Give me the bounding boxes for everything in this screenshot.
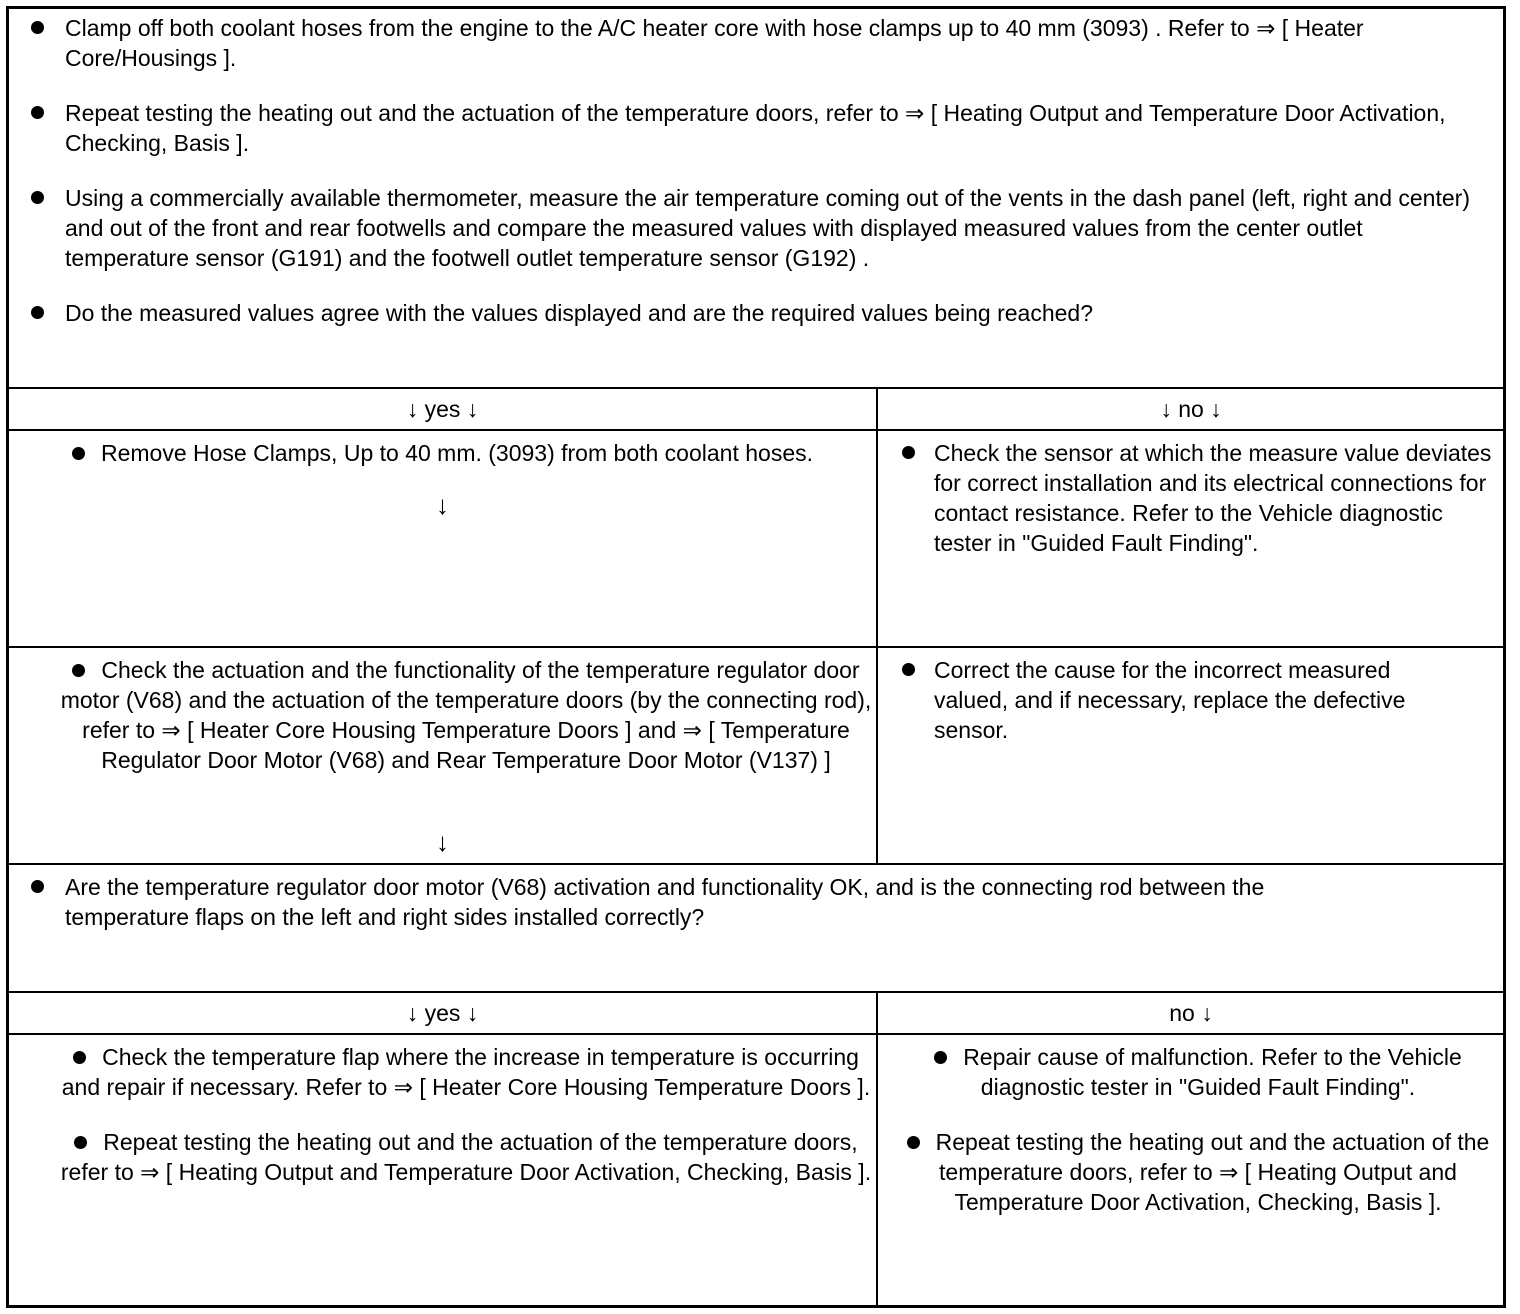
bullet-icon bbox=[902, 663, 915, 676]
branch1-yes-step1: Remove Hose Clamps, Up to 40 mm. (3093) from both coolant hoses. ↓ bbox=[9, 438, 876, 520]
bullet-icon bbox=[74, 1136, 87, 1149]
bullet-icon bbox=[31, 106, 44, 119]
bullet-icon bbox=[72, 447, 85, 460]
bullet-icon bbox=[73, 1051, 86, 1064]
list-item: Repair cause of malfunction. Refer to the Vehicle diagnostic tester in "Guided Fault Finding". bbox=[896, 1042, 1500, 1102]
top-instructions bbox=[9, 13, 1489, 353]
branch1-yes-label: ↓ yes ↓ bbox=[406, 396, 479, 422]
branch2-no-label: no ↓ bbox=[1169, 1000, 1213, 1026]
list-item: Clamp off both coolant hoses from the engine to the A/C heater core with hose clamps up to 40 mm (3093) . Refer to ⇒ [ Heater Core/Housings ]. bbox=[9, 13, 1489, 73]
bullet-icon bbox=[31, 306, 44, 319]
branch2-yes-label: ↓ yes ↓ bbox=[406, 1000, 479, 1026]
branch1-yes-step2: Check the actuation and the functionality of the temperature regulator door motor (V68) and the actuation of the temperature doors (by the connecting rod), refer to ⇒ [ Heater Core Housing Temperature Doors ] and ⇒ [ Temperature Regulator Door Motor (V68) and Rear Temperature Door Motor (V137) ] bbox=[60, 657, 872, 773]
question-2: Are the temperature regulator door motor (V68) activation and functionality OK, and is the connecting rod between the temperature flaps on the left and right sides installed correctly? bbox=[9, 872, 1489, 957]
bullet-icon bbox=[31, 191, 44, 204]
branch1-no-step2: Correct the cause for the incorrect measured valued, and if necessary, replace the defective sensor. bbox=[878, 655, 1504, 745]
branch2-yes-steps bbox=[60, 1042, 872, 1212]
bullet-icon bbox=[31, 21, 44, 34]
down-arrow-icon: ↓ bbox=[436, 827, 449, 857]
list-item: Repeat testing the heating out and the actuation of the temperature doors, refer to ⇒ [ Heating Output and Temperature Door Activation, Checking, Basis ]. bbox=[60, 1129, 872, 1185]
bullet-icon bbox=[934, 1051, 947, 1064]
branch1-no-step1: Check the sensor at which the measure value deviates for correct installation and its electrical connections for contact resistance. Refer to the Vehicle diagnostic tester in "Guided Fault Finding". bbox=[878, 438, 1504, 558]
row-divider bbox=[6, 646, 1506, 648]
list-item: Check the temperature flap where the increase in temperature is occurring and repair if necessary. Refer to ⇒ [ Heater Core Housing Temperature Doors ]. bbox=[61, 1044, 871, 1100]
list-item: Repeat testing the heating out and the actuation of the temperature doors, refer to ⇒ [ Heating Output and Temperature Door Activation, Checking, Basis ]. bbox=[896, 1127, 1500, 1217]
bullet-icon bbox=[902, 446, 915, 459]
bullet-icon bbox=[907, 1136, 920, 1149]
row-divider bbox=[6, 1033, 1506, 1035]
column-divider bbox=[876, 991, 878, 1308]
list-item: Using a commercially available thermometer, measure the air temperature coming out of the vents in the dash panel (left, right and center) and out of the front and rear footwells and compare the measured values with displayed measured values from the center outlet temperature sensor (G191) and the footwell outlet temperature sensor (G192) . bbox=[9, 183, 1489, 273]
list-item: Repeat testing the heating out and the actuation of the temperature doors, refer to ⇒ [ Heating Output and Temperature Door Activation, Checking, Basis ]. bbox=[9, 98, 1489, 158]
row-divider bbox=[6, 863, 1506, 865]
branch1-no-label: ↓ no ↓ bbox=[1160, 396, 1222, 422]
branch2-no-steps bbox=[896, 1042, 1500, 1242]
row-divider bbox=[6, 429, 1506, 431]
question-1: Do the measured values agree with the values displayed and are the required values being reached? bbox=[9, 298, 1489, 328]
bullet-icon bbox=[72, 664, 85, 677]
down-arrow-icon: ↓ bbox=[436, 490, 449, 520]
bullet-icon bbox=[31, 880, 44, 893]
